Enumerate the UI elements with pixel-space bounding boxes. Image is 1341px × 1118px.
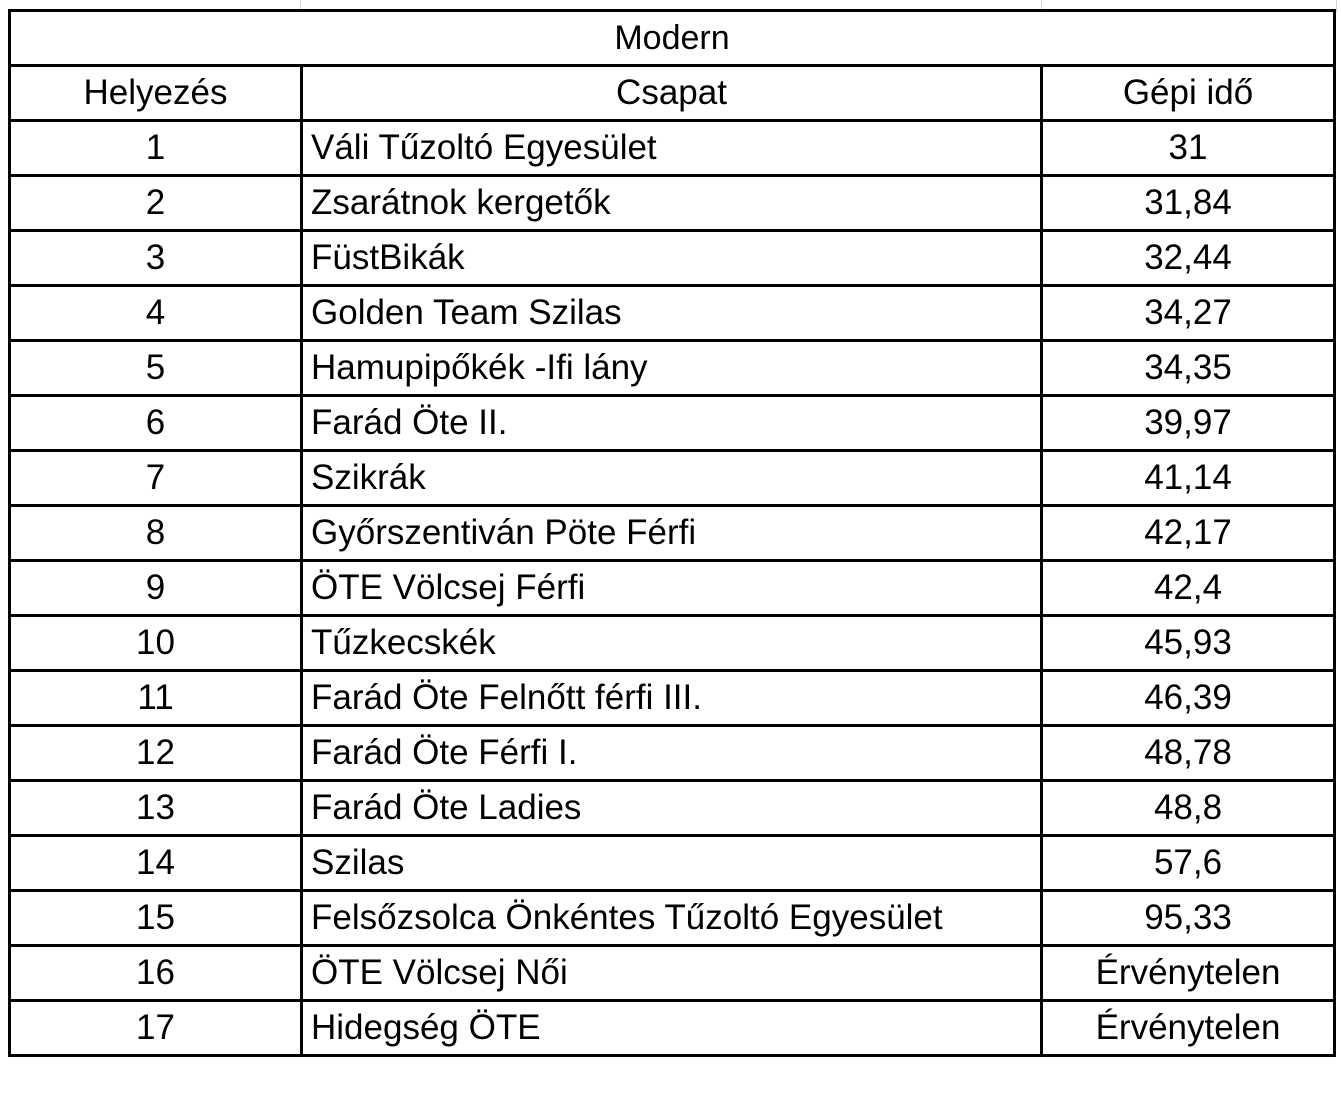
time-cell[interactable]: 34,27 — [1042, 286, 1335, 341]
rank-cell[interactable]: 15 — [10, 891, 302, 946]
sheet-gridline — [1336, 0, 1337, 12]
team-cell[interactable]: Felsőzsolca Önkéntes Tűzoltó Egyesület — [302, 891, 1042, 946]
rank-cell[interactable]: 9 — [10, 561, 302, 616]
header-team[interactable]: Csapat — [302, 66, 1042, 121]
rank-cell[interactable]: 2 — [10, 176, 302, 231]
rank-cell[interactable]: 6 — [10, 396, 302, 451]
time-cell[interactable]: 95,33 — [1042, 891, 1335, 946]
table-row — [10, 451, 1335, 506]
rank-cell[interactable]: 4 — [10, 286, 302, 341]
time-cell[interactable]: 48,78 — [1042, 726, 1335, 781]
team-cell[interactable]: Hidegség ÖTE — [302, 1001, 1042, 1056]
rank-cell[interactable]: 11 — [10, 671, 302, 726]
team-cell[interactable]: FüstBikák — [302, 231, 1042, 286]
table-row — [10, 726, 1335, 781]
team-cell[interactable]: Farád Öte II. — [302, 396, 1042, 451]
time-cell[interactable]: 39,97 — [1042, 396, 1335, 451]
table-title[interactable]: Modern — [10, 11, 1335, 66]
time-cell[interactable]: 57,6 — [1042, 836, 1335, 891]
time-cell[interactable]: 32,44 — [1042, 231, 1335, 286]
header-rank[interactable]: Helyezés — [10, 66, 302, 121]
time-cell[interactable]: 48,8 — [1042, 781, 1335, 836]
time-cell[interactable]: Érvénytelen — [1042, 1001, 1335, 1056]
rank-cell[interactable]: 12 — [10, 726, 302, 781]
rank-cell[interactable]: 13 — [10, 781, 302, 836]
rank-cell[interactable]: 17 — [10, 1001, 302, 1056]
rank-cell[interactable]: 10 — [10, 616, 302, 671]
team-cell[interactable]: Hamupipőkék -Ifi lány — [302, 341, 1042, 396]
rank-cell[interactable]: 7 — [10, 451, 302, 506]
team-cell[interactable]: Zsarátnok kergetők — [302, 176, 1042, 231]
team-cell[interactable]: Tűzkecskék — [302, 616, 1042, 671]
team-cell[interactable]: ÖTE Völcsej Női — [302, 946, 1042, 1001]
table-row — [10, 1001, 1335, 1056]
rank-cell[interactable]: 1 — [10, 121, 302, 176]
table-row — [10, 231, 1335, 286]
table-row — [10, 671, 1335, 726]
table-row — [10, 561, 1335, 616]
rank-cell[interactable]: 5 — [10, 341, 302, 396]
team-cell[interactable]: Farád Öte Ladies — [302, 781, 1042, 836]
title-row — [10, 11, 1335, 66]
time-cell[interactable]: 31 — [1042, 121, 1335, 176]
table-row — [10, 286, 1335, 341]
time-cell[interactable]: Érvénytelen — [1042, 946, 1335, 1001]
team-cell[interactable]: Farád Öte Férfi I. — [302, 726, 1042, 781]
team-cell[interactable]: Váli Tűzoltó Egyesület — [302, 121, 1042, 176]
table-row — [10, 836, 1335, 891]
header-time[interactable]: Gépi idő — [1042, 66, 1335, 121]
header-row — [10, 66, 1335, 121]
team-cell[interactable]: Golden Team Szilas — [302, 286, 1042, 341]
team-cell[interactable]: Győrszentiván Pöte Férfi — [302, 506, 1042, 561]
time-cell[interactable]: 41,14 — [1042, 451, 1335, 506]
table-row — [10, 781, 1335, 836]
table-row — [10, 176, 1335, 231]
rank-cell[interactable]: 3 — [10, 231, 302, 286]
table-row — [10, 946, 1335, 1001]
time-cell[interactable]: 42,17 — [1042, 506, 1335, 561]
team-cell[interactable]: Szilas — [302, 836, 1042, 891]
rank-cell[interactable]: 8 — [10, 506, 302, 561]
time-cell[interactable]: 46,39 — [1042, 671, 1335, 726]
team-cell[interactable]: Farád Öte Felnőtt férfi III. — [302, 671, 1042, 726]
time-cell[interactable]: 31,84 — [1042, 176, 1335, 231]
table-row — [10, 506, 1335, 561]
time-cell[interactable]: 45,93 — [1042, 616, 1335, 671]
rank-cell[interactable]: 14 — [10, 836, 302, 891]
results-table — [8, 9, 1336, 1057]
table-row — [10, 616, 1335, 671]
team-cell[interactable]: Szikrák — [302, 451, 1042, 506]
table-row — [10, 121, 1335, 176]
table-row — [10, 341, 1335, 396]
team-cell[interactable]: ÖTE Völcsej Férfi — [302, 561, 1042, 616]
time-cell[interactable]: 34,35 — [1042, 341, 1335, 396]
time-cell[interactable]: 42,4 — [1042, 561, 1335, 616]
table-row — [10, 396, 1335, 451]
rank-cell[interactable]: 16 — [10, 946, 302, 1001]
table-row — [10, 891, 1335, 946]
